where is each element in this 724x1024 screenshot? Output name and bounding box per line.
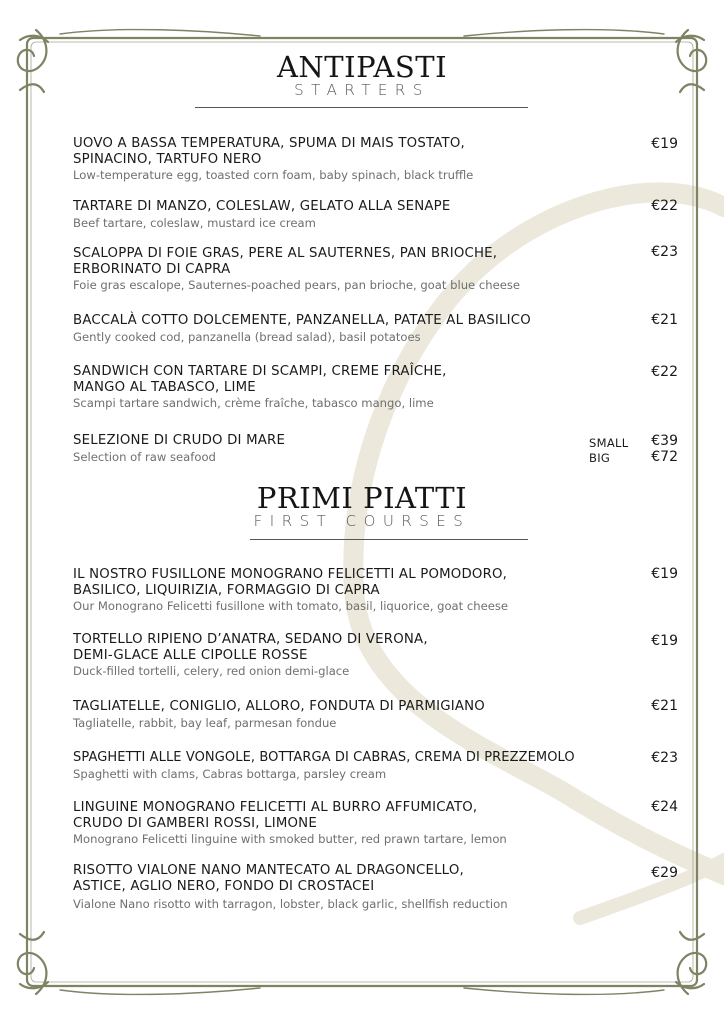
dish-price: €23: [651, 244, 678, 260]
menu-item: [73, 433, 633, 465]
section-title: PRIMI PIATTI: [256, 481, 468, 515]
dish-price: €21: [651, 698, 678, 714]
menu-item: [73, 199, 633, 231]
dish-description: Low-temperature egg, toasted corn foam, baby spinach, black truffle: [73, 168, 474, 182]
dish-price: €23: [651, 750, 678, 766]
dish-name: BACCALÀ COTTO DOLCEMENTE, PANZANELLA, PATATE AL BASILICO: [73, 313, 531, 328]
section-title: ANTIPASTI: [276, 50, 448, 84]
size-small-label: SMALL: [589, 436, 629, 450]
menu-item: [73, 364, 633, 411]
dish-description: Gently cooked cod, panzanella (bread salad), basil potatoes: [73, 329, 421, 344]
dish-price: €19: [651, 566, 678, 582]
dish-description: Selection of raw seafood: [73, 449, 216, 464]
dish-price: €21: [651, 312, 678, 328]
dish-price: €19: [651, 136, 678, 152]
section-subtitle: STARTERS: [294, 81, 430, 99]
menu-item: [73, 136, 633, 183]
dish-description: Our Monograno Felicetti fusillone with tomato, basil, liquorice, goat cheese: [73, 599, 509, 613]
dish-name: TAGLIATELLE, CONIGLIO, ALLORO, FONDUTA DI PARMIGIANO: [73, 699, 485, 714]
dish-description: Duck-filled tortelli, celery, red onion demi-glace: [73, 664, 350, 678]
dish-name: SCALOPPA DI FOIE GRAS, PERE AL SAUTERNES, PAN BRIOCHE, ERBORINATO DI CAPRA: [73, 246, 498, 277]
section-heading-primi: [0, 483, 724, 530]
menu-item: [73, 246, 633, 293]
price-small: €39: [651, 433, 678, 449]
section-subtitle: FIRST COURSES: [253, 512, 471, 530]
menu-item: [73, 313, 633, 345]
dish-description: Spaghetti with clams, Cabras bottarga, parsley cream: [73, 766, 387, 781]
dish-description: Beef tartare, coleslaw, mustard ice cream: [73, 215, 316, 230]
menu-item: [73, 863, 633, 912]
size-big-label: BIG: [589, 451, 611, 465]
price-big: €72: [651, 449, 678, 465]
dish-name: SELEZIONE DI CRUDO DI MARE: [73, 433, 286, 448]
menu-item: [73, 567, 633, 614]
dish-description: Vialone Nano risotto with tarragon, lobster, black garlic, shellfish reduction: [73, 897, 508, 911]
dish-price: €29: [651, 865, 678, 881]
dish-name: IL NOSTRO FUSILLONE MONOGRANO FELICETTI AL POMODORO, BASILICO, LIQUIRIZIA, FORMAGGIO DI CAPRA: [73, 567, 508, 598]
dish-price: €22: [651, 198, 678, 214]
dish-name: RISOTTO VIALONE NANO MANTECATO AL DRAGONCELLO, ASTICE, AGLIO NERO, FONDO DI CROSTACEI: [73, 863, 464, 894]
section-heading-antipasti: [0, 52, 724, 99]
menu-item: [73, 750, 633, 782]
dish-description: Monograno Felicetti linguine with smoked butter, red prawn tartare, lemon: [73, 832, 507, 846]
dish-description: Scampi tartare sandwich, crème fraîche, tabasco mango, lime: [73, 396, 434, 410]
dish-name: UOVO A BASSA TEMPERATURA, SPUMA DI MAIS TOSTATO, SPINACINO, TARTUFO NERO: [73, 136, 465, 167]
dish-description: Tagliatelle, rabbit, bay leaf, parmesan fondue: [73, 715, 337, 730]
menu-item: [73, 699, 633, 731]
dish-name: TARTARE DI MANZO, COLESLAW, GELATO ALLA SENAPE: [73, 199, 451, 214]
section-divider: [250, 539, 528, 540]
dish-price: €19: [651, 633, 678, 649]
dish-name: LINGUINE MONOGRANO FELICETTI AL BURRO AFFUMICATO, CRUDO DI GAMBERI ROSSI, LIMONE: [73, 800, 478, 831]
menu-item: [73, 632, 633, 679]
dish-description: Foie gras escalope, Sauternes-poached pears, pan brioche, goat blue cheese: [73, 278, 521, 292]
section-divider: [195, 107, 528, 108]
dish-price: €22: [651, 364, 678, 380]
dish-name: TORTELLO RIPIENO D’ANATRA, SEDANO DI VERONA, DEMI-GLACE ALLE CIPOLLE ROSSE: [73, 632, 428, 663]
dish-price: €24: [651, 799, 678, 815]
menu-item: [73, 800, 633, 847]
dish-name: SPAGHETTI ALLE VONGOLE, BOTTARGA DI CABRAS, CREMA DI PREZZEMOLO: [73, 750, 575, 765]
dish-name: SANDWICH CON TARTARE DI SCAMPI, CREME FRAÎCHE, MANGO AL TABASCO, LIME: [73, 364, 447, 395]
